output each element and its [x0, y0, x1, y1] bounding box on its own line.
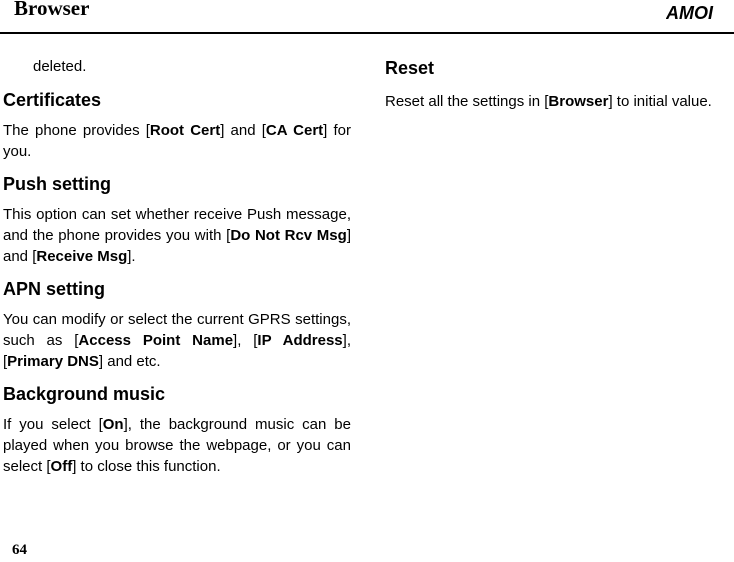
amoi-logo: [666, 2, 732, 22]
page-header-title: Browser: [14, 0, 90, 20]
section-body: You can modify or select the current GPRS settings, such as [Access Point Name], [IP Address], [Primary DNS] and etc.: [3, 311, 351, 370]
section-heading: Push setting: [3, 174, 112, 194]
section-body: Reset all the settings in [Browser] to initial value.: [385, 93, 712, 110]
section-heading: Reset: [385, 58, 435, 78]
svg-text:AMOI: AMOI: [666, 3, 713, 22]
left-column: [3, 48, 351, 477]
section-heading: Certificates: [3, 90, 102, 110]
section-body: If you select [On], the background music can be played when you browse the webpage, or you can select [Off] to close this function.: [3, 416, 351, 475]
page-number: 64: [12, 542, 27, 558]
right-column: [385, 48, 715, 112]
section-heading: Background music: [3, 384, 166, 404]
section-body: The phone provides [Root Cert] and [CA Cert] for you.: [3, 122, 351, 160]
continuation-text: deleted.: [33, 58, 87, 75]
section-body: This option can set whether receive Push message, and the phone provides you with [Do Not Rcv Msg] and [Receive Msg].: [3, 206, 351, 265]
header-divider: [0, 32, 734, 34]
section-heading: APN setting: [3, 279, 106, 299]
